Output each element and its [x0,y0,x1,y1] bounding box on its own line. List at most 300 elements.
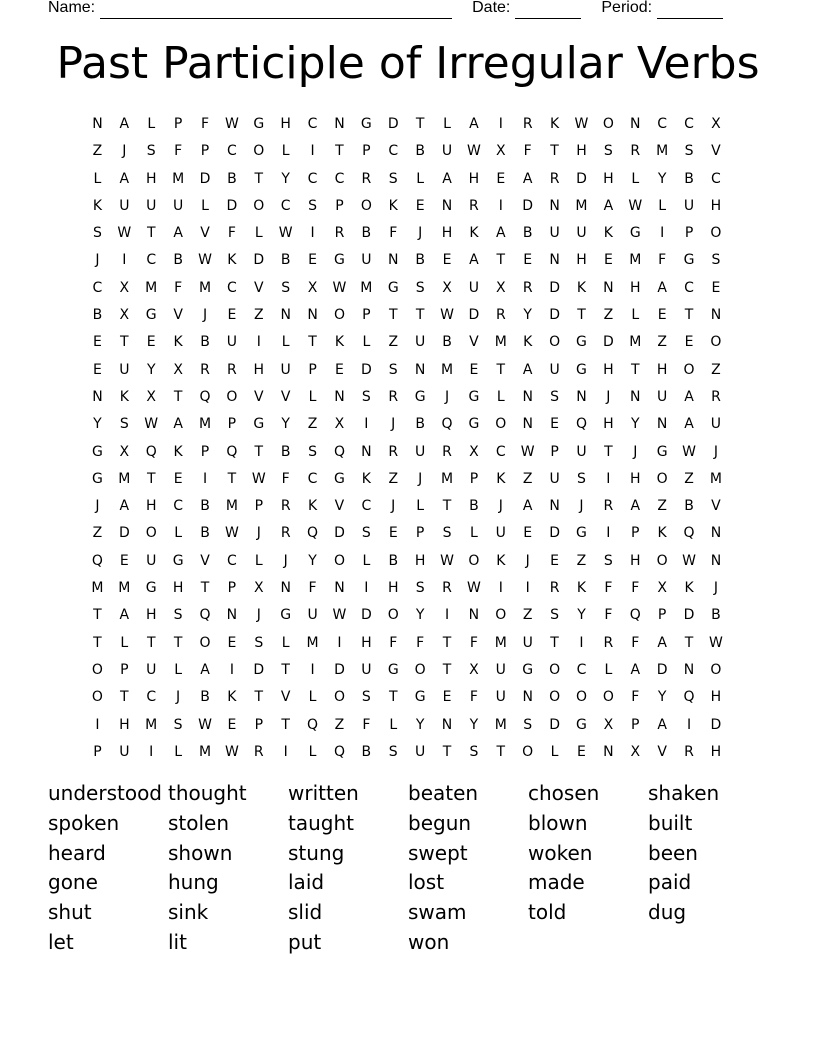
grid-letter[interactable]: I [660,225,665,242]
grid-letter[interactable]: O [253,197,265,214]
grid-letter[interactable]: S [146,143,156,160]
grid-letter[interactable]: D [387,116,399,132]
grid-letter[interactable]: O [602,116,614,132]
grid-letter[interactable]: H [576,143,587,160]
grid-letter[interactable]: K [227,689,237,706]
grid-letter[interactable]: T [442,743,452,760]
grid-letter[interactable]: P [120,661,129,678]
grid-letter[interactable]: D [549,307,560,324]
grid-letter[interactable]: G [468,416,480,433]
grid-letter[interactable]: E [496,170,506,187]
grid-letter[interactable]: U [415,743,426,760]
grid-letter[interactable]: N [280,307,291,324]
grid-letter[interactable]: N [710,525,722,542]
grid-letter[interactable]: O [333,552,345,569]
grid-letter[interactable]: P [362,143,371,160]
grid-letter[interactable]: A [657,634,667,651]
grid-letter[interactable]: U [576,225,587,242]
grid-letter[interactable]: L [174,743,183,760]
grid-letter[interactable]: H [145,607,157,624]
grid-letter[interactable]: V [254,388,264,405]
grid-letter[interactable]: D [118,525,130,542]
grid-letter[interactable]: U [415,443,426,460]
grid-letter[interactable]: Z [334,716,345,733]
grid-letter[interactable]: W [117,225,132,242]
grid-letter[interactable]: H [280,116,291,132]
grid-letter[interactable]: B [200,525,210,542]
grid-letter[interactable]: I [364,416,369,433]
grid-letter[interactable]: W [224,116,239,132]
grid-letter[interactable]: L [389,716,398,733]
grid-letter[interactable]: Y [308,552,317,569]
grid-letter[interactable]: P [684,225,694,242]
grid-letter[interactable]: S [415,279,425,296]
grid-letter[interactable]: L [631,170,640,187]
grid-letter[interactable]: X [146,388,157,405]
grid-letter[interactable]: X [603,716,614,733]
grid-letter[interactable]: E [442,252,452,269]
grid-letter[interactable]: I [229,661,234,678]
grid-letter[interactable]: G [360,116,372,132]
grid-letter[interactable]: C [657,116,668,132]
grid-letter[interactable]: C [227,552,237,569]
grid-letter[interactable]: E [469,361,479,378]
grid-letter[interactable]: O [253,143,265,160]
grid-letter[interactable]: O [710,334,722,351]
grid-letter[interactable]: M [198,743,212,760]
grid-letter[interactable]: Y [146,361,156,378]
grid-letter[interactable]: X [496,279,506,296]
grid-letter[interactable]: B [684,498,694,515]
grid-letter[interactable]: U [226,334,238,351]
grid-letter[interactable]: H [603,170,614,187]
grid-letter[interactable]: W [144,416,159,433]
grid-letter[interactable]: Q [226,443,238,460]
grid-letter[interactable]: A [496,225,506,242]
grid-letter[interactable]: T [200,580,210,597]
grid-letter[interactable]: K [657,525,667,542]
grid-letter[interactable]: T [415,116,425,132]
grid-letter[interactable]: B [711,607,721,624]
grid-letter[interactable]: K [684,580,694,597]
grid-letter[interactable]: Y [281,170,290,187]
grid-letter[interactable]: P [254,498,264,515]
grid-letter[interactable]: Q [333,743,345,760]
grid-letter[interactable]: C [334,170,345,187]
grid-letter[interactable]: Z [388,334,399,351]
grid-letter[interactable]: K [361,470,371,487]
grid-letter[interactable]: W [332,607,347,624]
grid-letter[interactable]: S [361,525,371,542]
grid-letter[interactable]: P [335,197,344,214]
grid-letter[interactable]: N [683,661,695,678]
grid-letter[interactable]: T [604,443,613,460]
grid-letter[interactable]: N [468,607,480,624]
grid-letter[interactable]: H [576,252,587,269]
grid-letter[interactable]: A [119,170,130,187]
grid-letter[interactable]: C [307,170,318,187]
grid-letter[interactable]: J [391,416,396,433]
grid-letter[interactable]: B [469,498,479,515]
grid-letter[interactable]: Q [199,388,211,405]
grid-letter[interactable]: S [603,143,613,160]
grid-letter[interactable]: M [172,170,185,187]
grid-letter[interactable]: N [576,388,587,405]
grid-letter[interactable]: Y [657,689,667,706]
grid-letter[interactable]: Z [657,334,667,351]
grid-letter[interactable]: R [549,170,560,187]
grid-letter[interactable]: O [91,689,103,706]
grid-letter[interactable]: J [633,443,638,460]
grid-letter[interactable]: J [713,443,718,460]
grid-letter[interactable]: Q [199,607,211,624]
grid-letter[interactable]: J [256,607,261,624]
grid-letter[interactable]: P [469,470,479,487]
grid-letter[interactable]: N [603,279,614,296]
grid-letter[interactable]: G [576,716,587,733]
grid-letter[interactable]: S [361,388,371,405]
grid-letter[interactable]: U [522,634,533,651]
grid-letter[interactable]: F [174,279,183,296]
grid-letter[interactable]: O [360,197,372,214]
grid-letter[interactable]: W [466,143,481,160]
grid-letter[interactable]: C [227,279,237,296]
grid-letter[interactable]: E [523,252,533,269]
grid-letter[interactable]: V [280,388,291,405]
grid-letter[interactable]: F [658,252,667,269]
grid-letter[interactable]: U [549,361,560,378]
grid-letter[interactable]: E [577,743,586,760]
grid-letter[interactable]: S [388,361,398,378]
grid-letter[interactable]: S [550,607,560,624]
grid-letter[interactable]: E [657,307,667,324]
grid-letter[interactable]: A [522,170,533,187]
grid-letter[interactable]: P [415,525,425,542]
grid-letter[interactable]: N [92,388,103,405]
grid-letter[interactable]: I [606,525,611,542]
grid-letter[interactable]: G [172,552,184,569]
grid-letter[interactable]: D [576,170,587,187]
grid-letter[interactable]: K [603,225,613,242]
grid-letter[interactable]: D [253,252,265,269]
grid-letter[interactable]: U [549,225,560,242]
grid-letter[interactable]: T [254,170,264,187]
grid-letter[interactable]: T [93,607,102,624]
grid-letter[interactable]: R [549,580,560,597]
grid-letter[interactable]: E [388,525,398,542]
grid-letter[interactable]: J [95,498,100,515]
grid-letter[interactable]: R [522,279,533,296]
grid-letter[interactable]: T [388,307,398,324]
grid-letter[interactable]: M [198,416,212,433]
grid-letter[interactable]: V [334,498,345,515]
grid-letter[interactable]: S [361,689,371,706]
grid-letter[interactable]: L [308,689,317,706]
grid-letter[interactable]: L [604,661,613,678]
grid-letter[interactable]: G [253,116,265,132]
grid-letter[interactable]: R [603,498,614,515]
grid-letter[interactable]: E [227,634,237,651]
grid-letter[interactable]: S [119,416,129,433]
grid-letter[interactable]: W [440,552,454,569]
grid-letter[interactable]: N [522,416,533,433]
grid-letter[interactable]: V [200,552,210,569]
grid-letter[interactable]: T [254,443,264,460]
grid-letter[interactable]: I [310,225,315,242]
grid-letter[interactable]: R [469,197,479,214]
grid-letter[interactable]: T [146,634,156,651]
grid-letter[interactable]: N [226,607,238,624]
grid-letter[interactable]: U [146,197,157,214]
grid-letter[interactable]: I [686,716,692,733]
grid-letter[interactable]: O [602,689,614,706]
grid-letter[interactable]: I [310,143,315,160]
grid-letter[interactable]: O [468,552,480,569]
grid-letter[interactable]: N [630,388,641,405]
grid-letter[interactable]: M [494,334,507,351]
grid-letter[interactable]: M [306,634,319,651]
grid-letter[interactable]: K [173,334,183,351]
grid-letter[interactable]: E [442,689,452,706]
grid-letter[interactable]: H [603,416,614,433]
grid-letter[interactable]: Y [93,416,102,433]
grid-letter[interactable]: H [710,689,722,706]
grid-letter[interactable]: I [525,580,530,597]
grid-letter[interactable]: A [469,252,479,269]
grid-letter[interactable]: S [173,607,183,624]
grid-letter[interactable]: L [362,334,371,351]
grid-letter[interactable]: H [414,552,426,569]
grid-letter[interactable]: W [709,634,723,651]
grid-letter[interactable]: N [603,743,614,760]
grid-letter[interactable]: W [682,443,696,460]
grid-letter[interactable]: G [629,225,641,242]
grid-letter[interactable]: P [200,143,210,160]
grid-letter[interactable]: G [656,443,668,460]
grid-letter[interactable]: F [362,716,371,733]
grid-letter[interactable]: D [360,361,372,378]
grid-letter[interactable]: U [307,607,318,624]
grid-letter[interactable]: W [332,279,347,296]
grid-letter[interactable]: N [414,361,426,378]
grid-letter[interactable]: R [495,307,506,324]
grid-letter[interactable]: L [201,197,209,214]
grid-letter[interactable]: D [549,716,560,733]
grid-letter[interactable]: P [254,716,264,733]
grid-letter[interactable]: L [281,143,290,160]
grid-letter[interactable]: W [628,197,643,214]
grid-letter[interactable]: S [281,279,291,296]
grid-letter[interactable]: U [549,470,560,487]
grid-letter[interactable]: R [227,361,237,378]
grid-letter[interactable]: S [469,743,479,760]
grid-letter[interactable]: Y [523,307,532,324]
grid-letter[interactable]: S [254,634,264,651]
grid-letter[interactable]: B [415,143,425,160]
grid-letter[interactable]: P [200,443,210,460]
grid-letter[interactable]: L [308,388,317,405]
grid-letter[interactable]: Q [333,443,345,460]
grid-letter[interactable]: Q [91,552,103,569]
grid-letter[interactable]: A [657,279,667,296]
grid-letter[interactable]: T [335,143,344,160]
grid-letter[interactable]: O [91,661,103,678]
grid-letter[interactable]: D [549,525,560,542]
grid-letter[interactable]: K [173,443,183,460]
grid-letter[interactable]: O [387,607,399,624]
grid-letter[interactable]: D [656,661,668,678]
grid-letter[interactable]: W [198,716,212,733]
grid-letter[interactable]: B [280,252,291,269]
grid-letter[interactable]: U [415,334,426,351]
grid-letter[interactable]: Y [469,716,479,733]
grid-letter[interactable]: U [683,197,695,214]
grid-letter[interactable]: V [200,225,210,242]
grid-letter[interactable]: X [469,443,479,460]
grid-letter[interactable]: D [602,334,614,351]
grid-letter[interactable]: A [442,170,452,187]
grid-letter[interactable]: N [334,580,345,597]
grid-letter[interactable]: R [253,743,264,760]
grid-letter[interactable]: M [360,279,373,296]
grid-letter[interactable]: V [711,498,721,515]
grid-letter[interactable]: X [442,279,452,296]
grid-letter[interactable]: R [711,388,721,405]
grid-letter[interactable]: Y [630,416,640,433]
grid-letter[interactable]: A [119,498,130,515]
grid-letter[interactable]: T [415,307,425,324]
grid-letter[interactable]: W [682,552,696,569]
grid-letter[interactable]: M [118,470,131,487]
grid-letter[interactable]: G [92,470,103,487]
date-blank-line[interactable] [515,4,581,19]
grid-letter[interactable]: G [145,580,157,597]
grid-letter[interactable]: I [310,661,315,678]
grid-letter[interactable]: A [603,197,614,214]
grid-letter[interactable]: F [604,607,613,624]
grid-letter[interactable]: W [466,580,481,597]
grid-letter[interactable]: Q [307,525,319,542]
grid-letter[interactable]: T [496,361,506,378]
grid-letter[interactable]: M [118,580,131,597]
grid-letter[interactable]: L [281,634,290,651]
grid-letter[interactable]: T [684,307,694,324]
grid-letter[interactable]: N [307,307,318,324]
grid-letter[interactable]: J [256,525,261,542]
grid-letter[interactable]: M [91,580,104,597]
grid-letter[interactable]: W [440,307,454,324]
grid-letter[interactable]: P [550,443,559,460]
grid-letter[interactable]: J [418,470,423,487]
grid-letter[interactable]: P [308,361,317,378]
grid-letter[interactable]: K [523,334,533,351]
grid-letter[interactable]: Z [576,552,587,569]
grid-letter[interactable]: J [444,388,450,405]
grid-letter[interactable]: L [174,661,183,678]
grid-letter[interactable]: T [281,716,290,733]
grid-letter[interactable]: R [200,361,210,378]
grid-letter[interactable]: L [308,743,317,760]
grid-letter[interactable]: T [120,334,129,351]
grid-letter[interactable]: V [254,279,264,296]
grid-letter[interactable]: S [173,716,183,733]
grid-letter[interactable]: W [224,743,239,760]
grid-letter[interactable]: R [603,634,614,651]
grid-letter[interactable]: K [307,498,318,515]
grid-letter[interactable]: E [603,252,613,269]
grid-letter[interactable]: M [656,143,669,160]
grid-letter[interactable]: C [146,252,157,269]
grid-letter[interactable]: C [388,143,399,160]
grid-letter[interactable]: T [577,307,586,324]
grid-letter[interactable]: G [387,279,399,296]
grid-letter[interactable]: F [631,580,640,597]
grid-letter[interactable]: E [415,197,425,214]
grid-letter[interactable]: I [606,470,611,487]
grid-letter[interactable]: E [550,416,560,433]
grid-letter[interactable]: X [119,279,130,296]
grid-letter[interactable]: W [520,443,535,460]
grid-letter[interactable]: L [496,388,505,405]
grid-letter[interactable]: M [440,470,454,487]
grid-letter[interactable]: T [684,634,694,651]
grid-letter[interactable]: L [254,225,263,242]
grid-letter[interactable]: Z [711,361,721,378]
grid-letter[interactable]: O [495,416,507,433]
grid-letter[interactable]: I [337,634,342,651]
grid-letter[interactable]: P [227,416,237,433]
grid-letter[interactable]: P [227,580,237,597]
grid-letter[interactable]: O [710,661,722,678]
grid-letter[interactable]: G [576,361,587,378]
grid-letter[interactable]: I [579,634,584,651]
grid-letter[interactable]: S [308,443,318,460]
grid-letter[interactable]: A [630,661,641,678]
grid-letter[interactable]: Y [657,170,667,187]
grid-letter[interactable]: F [308,580,317,597]
grid-letter[interactable]: A [684,388,694,405]
grid-letter[interactable]: T [442,634,452,651]
grid-letter[interactable]: M [225,498,238,515]
grid-letter[interactable]: B [442,334,452,351]
grid-letter[interactable]: U [441,143,453,160]
grid-letter[interactable]: J [525,552,530,569]
grid-letter[interactable]: S [684,143,694,160]
grid-letter[interactable]: G [414,689,426,706]
grid-letter[interactable]: T [550,634,559,651]
grid-letter[interactable]: Z [92,525,103,542]
grid-letter[interactable]: I [122,252,127,269]
grid-letter[interactable]: B [92,307,103,324]
grid-letter[interactable]: T [550,143,559,160]
grid-letter[interactable]: J [95,252,100,269]
grid-letter[interactable]: W [574,116,589,132]
grid-letter[interactable]: D [683,607,695,624]
grid-letter[interactable]: T [120,689,129,706]
grid-letter[interactable]: R [334,225,345,242]
grid-letter[interactable]: U [146,552,157,569]
grid-letter[interactable]: N [549,252,560,269]
grid-letter[interactable]: C [280,197,291,214]
grid-letter[interactable]: E [119,552,129,569]
grid-letter[interactable]: S [415,580,425,597]
grid-letter[interactable]: R [280,498,291,515]
grid-letter[interactable]: B [361,225,372,242]
grid-letter[interactable]: U [710,416,722,433]
grid-letter[interactable]: L [281,334,290,351]
grid-letter[interactable]: K [388,197,398,214]
grid-letter[interactable]: R [280,525,291,542]
